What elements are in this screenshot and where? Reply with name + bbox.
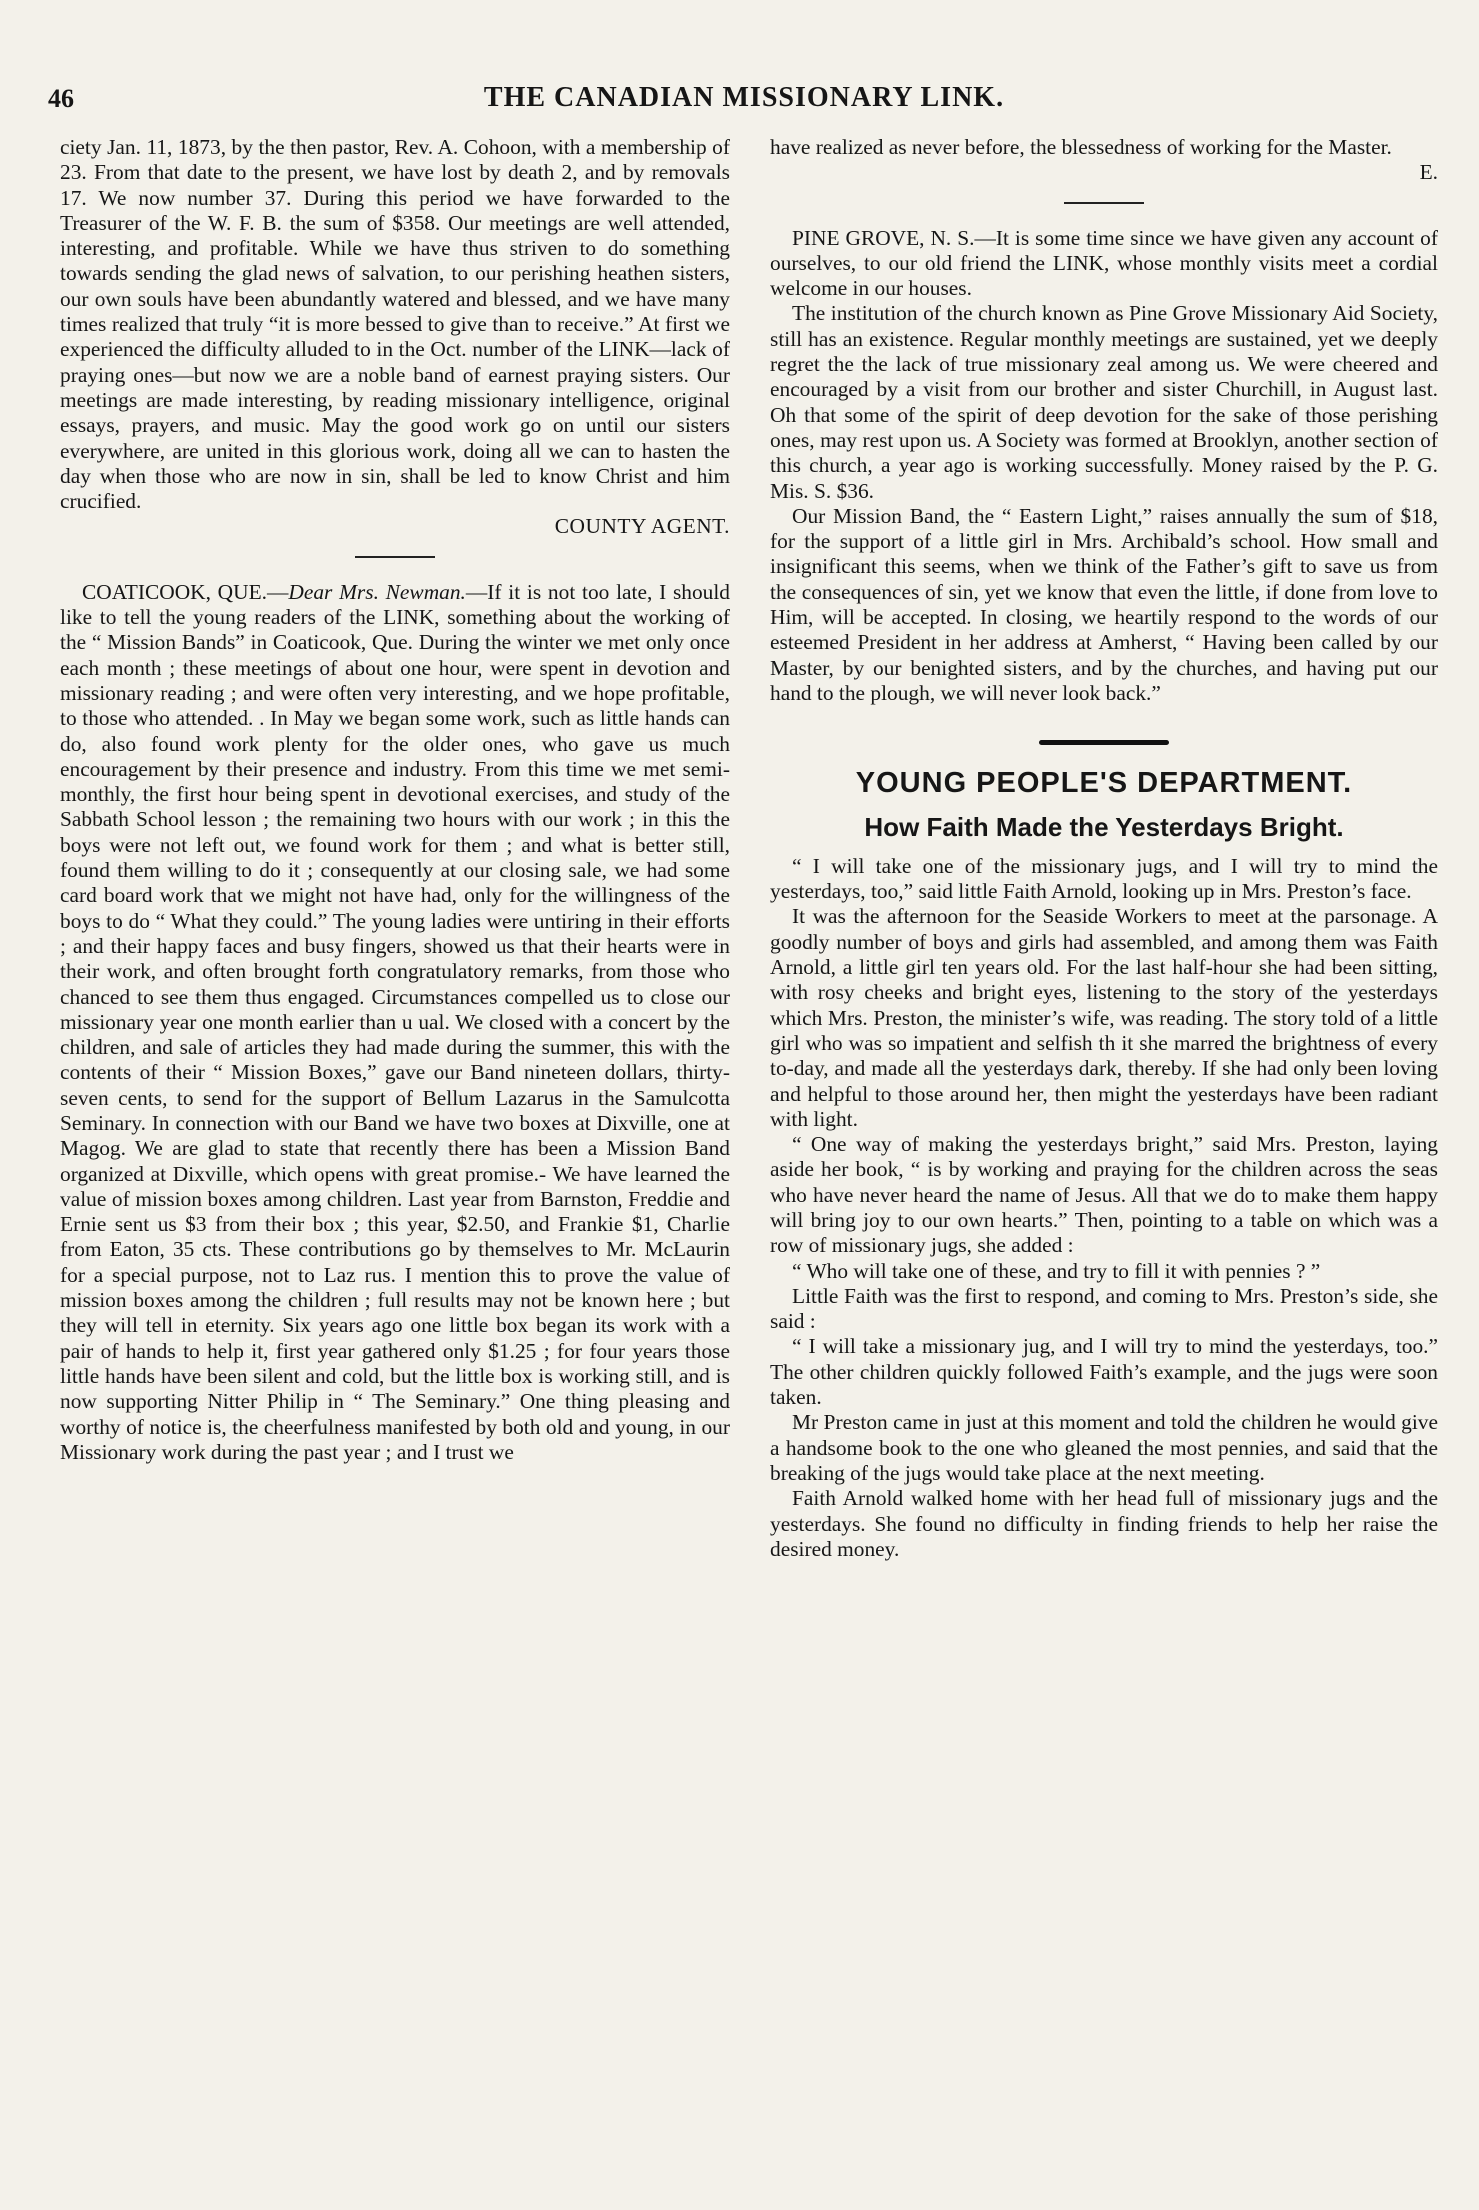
story-paragraph: Mr Preston came in just at this moment and told the children he would give a handsome book to the one who gleaned the most pennies, and said that the breaking of the jugs would take place at the next meeting. [770,1410,1438,1485]
signature: COUNTY AGENT. [554,514,730,539]
department-heading: YOUNG PEOPLE'S DEPARTMENT. [855,767,1353,800]
story-title: How Faith Made the Yesterdays Bright. [864,811,1344,842]
story-paragraph: “ One way of making the yesterdays bright,” said Mrs. Preston, laying aside her book, “ is by working and praying for the children across the seas who have never heard the name of Jesus. All that we do to make them happy will bring joy to our own hearts.” Then, pointing to a table on which was a row of missionary jugs, she added : [770,1132,1438,1258]
story-paragraph: “ I will take one of the missionary jugs, and I will try to mind the yesterdays, too,” said little Faith Arnold, looking up in Mrs. Preston’s face. [770,853,1438,904]
signature: E. [1419,160,1438,185]
letter-paragraph: COATICOOK, QUE.—Dear Mrs. Newman.—If it is not too late, I should like to tell the young readers of the LINK, something about the working of the “ Mission Bands” in Coaticook, Que. During the winter we met only once each month ; these meetings of about one hour, were spent in devotion and missionary reading ; and were often very interesting, and we hope profitable, to those who attended. . In May we began some work, such as little hands can do, also found work plenty for the older ones, who gave us much encouragement by their presence and industry. From this time we met semi-monthly, the first hour being spent in devotional exercises, and study of the Sabbath School lesson ; the remaining two hours with our work ; in this the boys were not left out, we found work for them ; and what is better still, found them willing to do it ; consequently at our closing sale, we had some card board work that we might not have had, only for the willingness of the boys to do “ What they could.” The young ladies were untiring in their efforts ; and their happy faces and busy fingers, showed us that their hearts were in their work, and often brought forth congratulatory remarks, from those who chanced to see them thus engaged. Circumstances compelled us to close our missionary year one month earlier than u ual. We closed with a concert by the children, and sale of articles they had made during the summer, this with the contents of their “ Mission Boxes,” gave our Band nineteen dollars, thirty-seven cents, to send for the support of Bellum Lazarus in the Samulcotta Seminary. In connection with our Band we have two boxes at Dixville, one at Magog. We are glad to state that recently there has been a Mission Band organized at Dixville, which opens with great promise.- We have learned the value of mission boxes among children. Last year from Barnston, Freddie and Ernie sent us $3 from their box ; this year, $2.50, and Frankie $1, Charlie from Eaton, 35 cts. These contributions go by themselves to Mr. McLaurin for a special purpose, not to Laz rus. I mention this to prove the value of mission boxes among the children ; full results may not be known here ; but they will tell in eternity. Six years ago one little box began its work with a pair of hands to help it, first year gathered only $1.25 ; for four years those little hands have been silent and cold, but the little box is working still, and is now supporting Nitter Philip in “ The Seminary.” One thing pleasing and worthy of notice is, the cheerfulness manifested by both old and young, in our Missionary work during the past year ; and I trust we [60,579,730,1464]
letter-place: PINE GROVE, N. S. [792,225,975,250]
letter-body: If it is not too late, I should like to tell the young readers of the LINK, something about the working of the “ Mission Bands” in Coaticook, Que. During the winter we met only once each month ; these meetings of about one hour, were spent in devotion and missionary reading ; and were often very interesting, and we hope profitable, to those who attended. . In May we began some work, such as little hands can do, also found work plenty for the older ones, who gave us much encouragement by their presence and industry. From this time we met semi-monthly, the first hour being spent in devotional exercises, and study of the Sabbath School lesson ; the remaining two hours with our work ; in this the boys were not left out, we found work for them ; and what is better still, found them willing to do it ; consequently at our closing sale, we had some card board work that we might not have had, only for the willingness of the boys to do “ What they could.” The young ladies were untiring in their efforts ; and their happy faces and busy fingers, showed us that their hearts were in their work, and often brought forth congratulatory remarks, from those who chanced to see them thus engaged. Circumstances compelled us to close our missionary year one month earlier than u ual. We closed with a concert by the children, and sale of articles they had made during the summer, this with the contents of their “ Mission Boxes,” gave our Band nineteen dollars, thirty-seven cents, to send for the support of Bellum Lazarus in the Samulcotta Seminary. In connection with our Band we have two boxes at Dixville, one at Magog. We are glad to state that recently there has been a Mission Band organized at Dixville, which opens with great promise.- We have learned the value of mission boxes among children. Last year from Barnston, Freddie and Ernie sent us $3 from their box ; this year, $2.50, and Frankie $1, Charlie from Eaton, 35 cts. These contributions go by themselves to Mr. McLaurin for a special purpose, not to Laz rus. I mention this to prove the value of mission boxes among the children ; full results may not be known here ; but they will tell in eternity. Six years ago one little box began its work with a pair of hands to help it, first year gathered only $1.25 ; for four years those little hands have been silent and cold, but the little box is working still, and is now supporting Nitter Philip in “ The Seminary.” One thing pleasing and worthy of notice is, the cheerfulness manifested by both old and young, in our Missionary work during the past year ; and I trust we [60,579,730,1464]
section-divider [355,556,435,558]
signature-line [770,160,1438,185]
story-paragraph: Little Faith was the first to respond, and coming to Mrs. Preston’s side, she said : [770,1283,1438,1334]
signature-line [60,514,730,539]
letter-body: It is some time since we have given any account of ourselves, to our old friend the LINK, whose monthly visits meet a cordial welcome in our houses. [770,225,1438,301]
story-paragraph: Faith Arnold walked home with her head full of missionary jugs and the yesterdays. She found no difficulty in finding friends to help her raise the desired money. [770,1486,1438,1561]
section-divider [1064,202,1144,204]
right-column [770,135,1438,1562]
paragraph: The institution of the church known as Pine Grove Missionary Aid Society, still has an existence. Regular monthly meetings are sustained, yet we deeply regret the the lack of true missionary zeal among us. We were cheered and encouraged by a visit from our brother and sister Churchill, in August last. Oh that some of the spirit of deep devotion for the sake of those perishing ones, may rest upon us. A Society was formed at Brooklyn, another section of this church, a year ago is working successfully. Money raised by the P. G. Mis. S. $36. [770,301,1438,503]
letter-place: COATICOOK, QUE. [82,579,267,604]
paragraph: have realized as never before, the blessedness of working for the Master. [770,135,1392,159]
story-paragraph: “ Who will take one of these, and try to fill it with pennies ? ” [792,1258,1321,1283]
left-column [60,135,730,1465]
story-paragraph: It was the afternoon for the Seaside Workers to meet at the parsonage. A goodly number of boys and girls had assembled, and among them was Faith Arnold, a little girl ten years old. For the last half-hour she had been sitting, with rosy cheeks and bright eyes, listening to the story of the yesterdays which Mrs. Preston, the minister’s wife, was reading. The story told of a little girl who was so impatient and selfish th it she marred the brightness of every to-day, and made all the yesterdays dark, thereby. If she had only been loving and helpful to those around her, then might the yesterdays have been radiant with light. [770,904,1438,1131]
letter-salutation: Dear Mrs. Newman. [288,579,466,604]
paragraph: Our Mission Band, the “ Eastern Light,” raises annually the sum of $18, for the support of a little girl in Mrs. Archibald’s school. How small and insignificant this seems, when we think of the Father’s gift to save us from the consequences of sin, yet we know that even the little, if done from love to Him, will be accepted. In closing, we heartily respond to the words of our esteemed President in her address at Amherst, “ Having been called by our Master, by our benighted sisters, and by the churches, and having put our hand to the plough, we will never look back.” [770,503,1438,705]
page-title: THE CANADIAN MISSIONARY LINK. [483,82,1005,113]
page-number: 46 [48,84,74,113]
story-paragraph: “ I will take a missionary jug, and I will try to mind the yesterdays, too.” The other children quickly followed Faith’s example, and the jugs were soon taken. [770,1334,1438,1410]
department-divider [1039,740,1169,745]
letter-paragraph: PINE GROVE, N. S.—It is some time since we have given any account of ourselves, to our old friend the LINK, whose monthly visits meet a cordial welcome in our houses. [770,225,1438,301]
paragraph: ciety Jan. 11, 1873, by the then pastor, Rev. A. Cohoon, with a membership of 23. From that date to the present, we have lost by death 2, and by removals 17. We now number 37. During this period we have forwarded to the Treasurer of the W. F. B. the sum of $358. Our meetings are well attended, interesting, and profitable. While we have thus striven to do something towards sending the glad news of salvation, to our perishing heathen sisters, our own souls have been abundantly watered and blessed, and we have many times realized that truly “it is more bessed to give than to receive.” At first we experienced the difficulty alluded to in the Oct. number of the LINK—lack of praying ones—but now we are a noble band of earnest praying sisters. Our meetings are made interesting, by reading missionary intelligence, original essays, prayers, and music. May the good work go on until our sisters everywhere, are united in this glorious work, doing all we can to hasten the day when those who are now in sin, shall be led to know Christ and him crucified. [60,135,730,514]
page-header [48,78,1440,128]
